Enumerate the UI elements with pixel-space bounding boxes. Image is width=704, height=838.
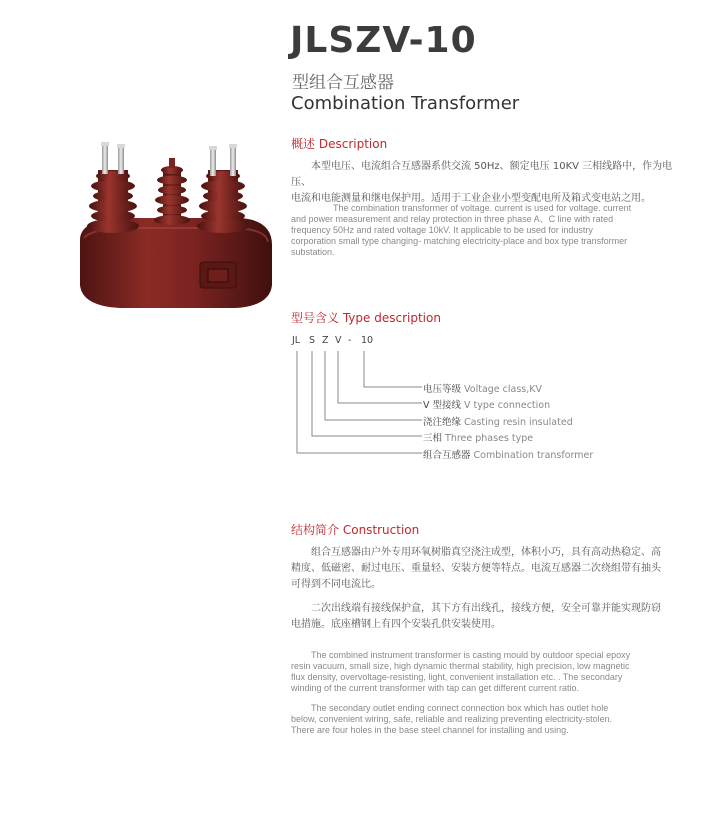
description-en-line-1: The combination transformer of voltage. current is used for voltage. current — [333, 203, 632, 213]
construction-text-en — [291, 650, 691, 736]
description-text-en — [291, 203, 691, 258]
description-heading-en: Description — [318, 137, 388, 151]
construction-heading — [291, 521, 419, 538]
construction-en-line-7: There are four holes in the base steel channel for installing and using. — [291, 725, 569, 735]
connector-v-type — [338, 351, 422, 403]
type-item-en: Three phases type — [445, 433, 534, 444]
type-code-diagram — [292, 335, 632, 473]
type-item-cn: 三相 — [423, 433, 443, 444]
connector-three-phase — [312, 351, 422, 436]
page-title: JLSZV-10 — [290, 20, 477, 61]
product-image — [60, 130, 290, 320]
description-heading — [291, 135, 387, 152]
type-item-en: V type connection — [464, 400, 551, 411]
type-heading-en: Type description — [342, 311, 441, 325]
construction-en-line-3: flux density, overvoltage-resisting, light, convenient installation etc. . The secondary — [291, 672, 623, 682]
type-item-voltage-class — [423, 381, 542, 395]
description-en-line-2: and power measurement and relay protection in three phase A、C line with rated — [291, 214, 614, 224]
type-heading-cn: 型号含义 — [291, 311, 340, 325]
type-item-cn: V 型接线 — [423, 400, 462, 411]
code-s: S — [309, 335, 316, 346]
type-item-en: Combination transformer — [473, 450, 594, 461]
type-item-three-phases — [423, 430, 533, 444]
type-item-cn: 浇注绝缘 — [423, 417, 462, 428]
description-text-cn — [291, 159, 691, 207]
construction-en-line-6: below, convenient wiring, safe, reliable and realizing preventing electricity-stolen. — [291, 714, 613, 724]
description-cn-line-1: 本型电压、电流组合互感器系供交流 50Hz、额定电压 10KV 三相线路中，作为电压、 — [291, 161, 673, 188]
subtitle-english: Combination Transformer — [291, 93, 520, 114]
code-dash: - — [348, 335, 352, 346]
subtitle-chinese: 型组合互感器 — [292, 73, 394, 93]
description-en-line-3: frequency 50Hz and rated voltage 10kV. It applicable to be used for industry — [291, 225, 593, 235]
code-z: Z — [322, 335, 329, 346]
construction-heading-en: Construction — [342, 523, 420, 537]
type-description-heading — [291, 309, 441, 326]
construction-text-cn — [291, 545, 691, 633]
construction-en-line-1: The combined instrument transformer is casting mould by outdoor special epoxy — [311, 650, 631, 660]
construction-heading-cn: 结构简介 — [291, 523, 340, 537]
code-jl: JL — [292, 335, 301, 346]
type-item-combination — [423, 447, 593, 461]
type-item-en: Voltage class,KV — [464, 384, 543, 395]
type-item-casting-resin — [423, 414, 573, 428]
description-cn-line-2: 电流和电能测量和继电保护用。适用于工业企业小型变配电所及箱式变电站之用。 — [291, 193, 651, 204]
description-en-line-5: substation. — [291, 247, 335, 257]
connector-casting — [325, 351, 422, 420]
code-v: V — [335, 335, 342, 346]
description-en-line-4: corporation small type changing- matching electricity-place and box type transformer — [291, 236, 628, 246]
construction-cn-line-2: 精度、低磁密、耐过电压、重量轻、安装方便等特点。电流互感器二次绕组带有抽头 — [291, 563, 661, 574]
construction-cn-line-4: 二次出线端有接线保护盒，其下方有出线孔，接线方便，安全可靠并能实现防窃 — [311, 603, 661, 614]
connector-combination — [297, 351, 422, 453]
type-item-cn: 电压等级 — [423, 384, 462, 395]
type-item-cn: 组合互感器 — [423, 450, 471, 461]
construction-cn-line-1: 组合互感器由户外专用环氧树脂真空浇注成型，体积小巧，具有高动热稳定、高 — [311, 547, 661, 558]
code-10: 10 — [361, 335, 374, 346]
construction-en-line-5: The secondary outlet ending connect connection box which has outlet hole — [311, 703, 609, 713]
construction-en-line-2: resin vacuum, small size, high dynamic thermal stability, high precision, low magnetic — [291, 661, 630, 671]
connector-voltage-class — [364, 351, 422, 387]
type-item-v-connection — [423, 397, 550, 411]
type-item-en: Casting resin insulated — [464, 417, 573, 428]
construction-en-line-4: winding of the current transformer with tap can get different current ratio. — [291, 683, 579, 693]
description-heading-cn: 概述 — [291, 137, 316, 151]
construction-cn-line-5: 电措施。底座槽钢上有四个安装孔供安装使用。 — [291, 619, 501, 630]
construction-cn-line-3: 可得到不同电流比。 — [291, 579, 381, 590]
